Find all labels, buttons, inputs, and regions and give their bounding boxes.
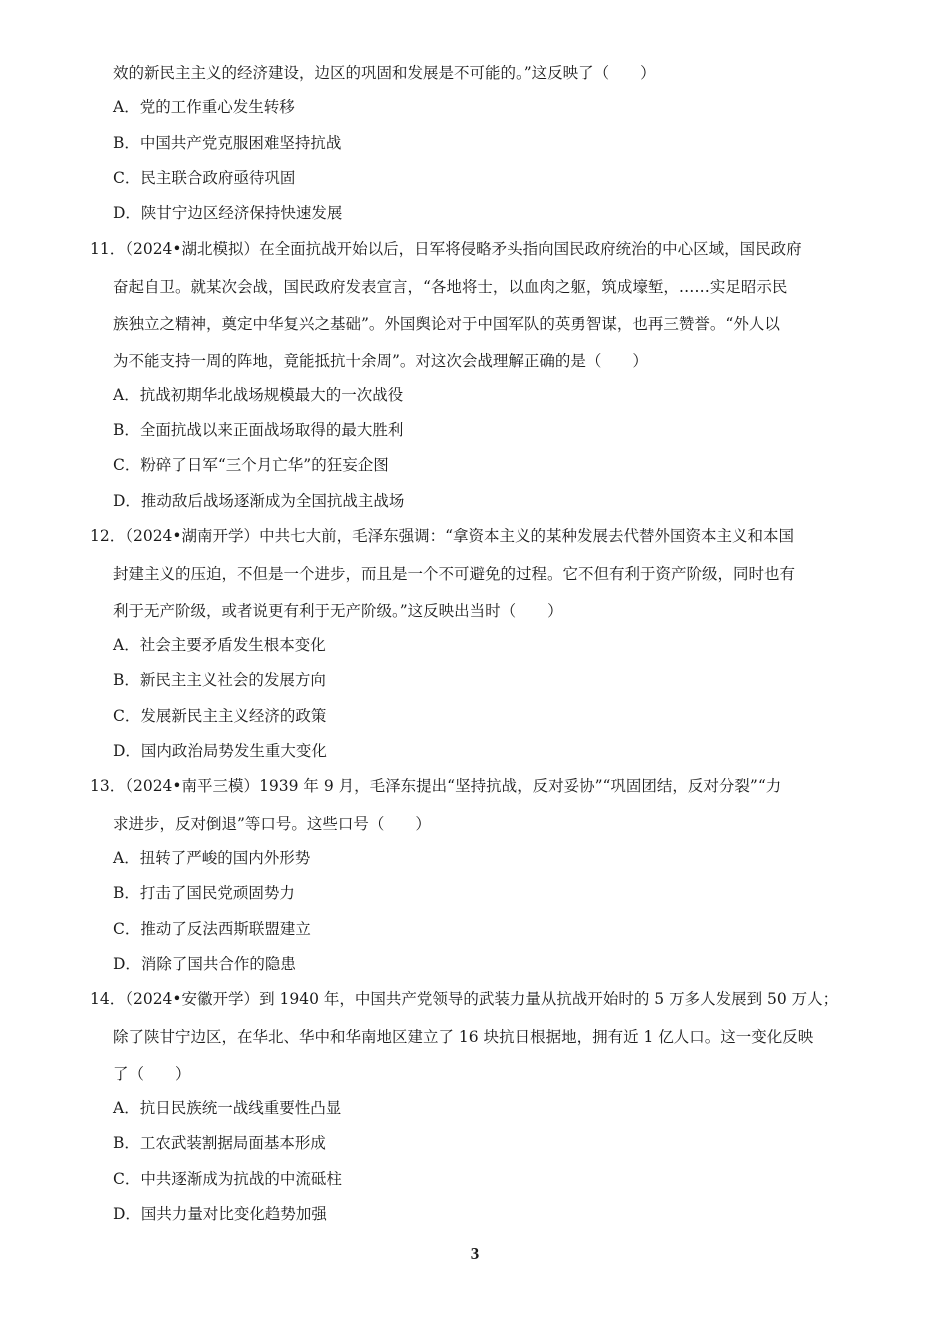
q11-option-d: D．推动敌后战场逐渐成为全国抗战主战场 — [113, 492, 405, 510]
q14-option-d: D．国共力量对比变化趋势加强 — [113, 1205, 327, 1223]
q13-option-c: C．推动了反法西斯联盟建立 — [113, 920, 311, 938]
q10-option-b: B．中国共产党克服困难坚持抗战 — [113, 134, 342, 152]
q13-option-b: B．打击了国民党顽固势力 — [113, 884, 295, 902]
q12-option-d: D．国内政治局势发生重大变化 — [113, 742, 327, 760]
q11-stem-line-2: 奋起自卫。就某次会战，国民政府发表宣言，“各地将士，以血肉之躯，筑成壕堑，……实足昭示民 — [113, 278, 788, 296]
q14-option-b: B．工农武装割据局面基本形成 — [113, 1134, 326, 1152]
q13-option-a: A．扭转了严峻的国内外形势 — [113, 849, 311, 867]
q11-option-a: A．抗战初期华北战场规模最大的一次战役 — [113, 386, 404, 404]
q12-stem-line-1: 12．（2024•湖南开学）中共七大前，毛泽东强调：“拿资本主义的某种发展去代替外国资本主义和本国 — [90, 527, 794, 545]
q11-stem-line-4: 为不能支持一周的阵地，竟能抵抗十余周”。对这次会战理解正确的是（ ） — [113, 352, 648, 370]
q12-stem-line-2: 封建主义的压迫，不但是一个进步，而且是一个不可避免的过程。它不但有利于资产阶级，同时也有 — [113, 565, 796, 583]
page-number: 3 — [470, 1244, 480, 1263]
q10-option-d: D．陕甘宁边区经济保持快速发展 — [113, 204, 343, 222]
q10-option-a: A．党的工作重心发生转移 — [113, 98, 295, 116]
q11-stem-line-3: 族独立之精神，奠定中华复兴之基础”。外国舆论对于中国军队的英勇智谋，也再三赞誉。“外人以 — [113, 315, 780, 333]
q14-stem-line-2: 除了陕甘宁边区，在华北、华中和华南地区建立了 16 块抗日根据地，拥有近 1 亿人口。这一变化反映 — [113, 1028, 814, 1046]
q14-option-c: C．中共逐渐成为抗战的中流砥柱 — [113, 1170, 342, 1188]
q10-option-c: C．民主联合政府亟待巩固 — [113, 169, 296, 187]
q12-option-a: A．社会主要矛盾发生根本变化 — [113, 636, 326, 654]
q13-option-d: D．消除了国共合作的隐患 — [113, 955, 296, 973]
q11-option-b: B．全面抗战以来正面战场取得的最大胜利 — [113, 421, 404, 439]
q11-stem-line-1: 11．（2024•湖北模拟）在全面抗战开始以后，日军将侵略矛头指向国民政府统治的中心区域，国民政府 — [90, 240, 802, 258]
q12-option-c: C．发展新民主主义经济的政策 — [113, 707, 327, 725]
q14-option-a: A．抗日民族统一战线重要性凸显 — [113, 1099, 342, 1117]
q12-stem-line-3: 利于无产阶级，或者说更有利于无产阶级。”这反映出当时（ ） — [113, 602, 563, 620]
q13-stem-line-1: 13．（2024•南平三模）1939 年 9 月，毛泽东提出“坚持抗战，反对妥协”“巩固团结，反对分裂”“力 — [90, 777, 782, 795]
q12-option-b: B．新民主主义社会的发展方向 — [113, 671, 326, 689]
q13-stem-line-2: 求进步，反对倒退”等口号。这些口号（ ） — [113, 815, 431, 833]
q14-stem-line-1: 14．（2024•安徽开学）到 1940 年，中国共产党领导的武装力量从抗战开始时的 5 万多人发展到 50 万人； — [90, 990, 839, 1008]
q14-stem-line-3: 了（ ） — [113, 1065, 191, 1083]
q10-stem-tail: 效的新民主主义的经济建设，边区的巩固和发展是不可能的。”这反映了（ ） — [113, 64, 656, 82]
q11-option-c: C．粉碎了日军“三个月亡华”的狂妄企图 — [113, 456, 389, 474]
